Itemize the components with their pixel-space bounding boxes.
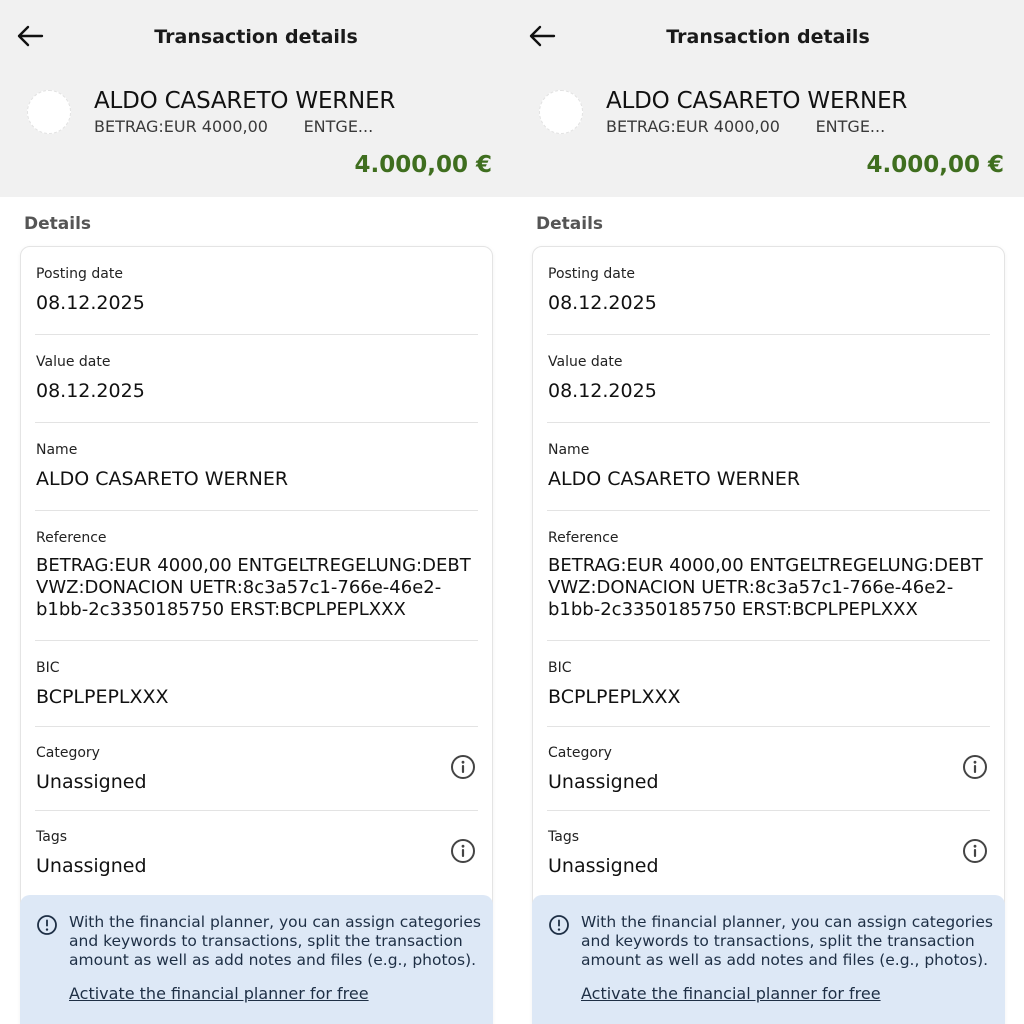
detail-row-reference: [547, 511, 990, 641]
name-value: ALDO CASARETO WERNER: [548, 468, 801, 490]
transaction-details-screen: [512, 0, 1024, 1024]
posting-date-value: 08.12.2025: [548, 292, 657, 314]
tags-value: Unassigned: [548, 855, 659, 877]
page-title: Transaction details: [154, 26, 358, 48]
transaction-header: [512, 0, 1024, 197]
info-icon: [962, 754, 988, 780]
posting-date-label: Posting date: [548, 266, 635, 282]
category-info-button[interactable]: [450, 754, 476, 780]
category-value: Unassigned: [36, 771, 147, 793]
tags-label: Tags: [548, 829, 579, 845]
detail-row-value-date: [547, 335, 990, 423]
tags-label: Tags: [36, 829, 67, 845]
bic-label: BIC: [548, 660, 572, 676]
detail-row-bic: [547, 641, 990, 727]
reference-line: b1bb-2c3350185750 ERST:BCPLPEPLXXX: [548, 599, 918, 620]
name-value: ALDO CASARETO WERNER: [36, 468, 289, 490]
page-title: Transaction details: [666, 26, 870, 48]
detail-row-bic: [35, 641, 478, 727]
detail-row-tags[interactable]: [35, 811, 478, 895]
reference-value: [36, 555, 471, 621]
detail-row-posting-date: [547, 247, 990, 335]
posting-date-label: Posting date: [36, 266, 123, 282]
reference-label: Reference: [36, 530, 107, 546]
category-label: Category: [36, 745, 100, 761]
info-icon: [450, 838, 476, 864]
info-icon: [450, 754, 476, 780]
financial-planner-banner: [532, 895, 1005, 1024]
posting-date-value: 08.12.2025: [36, 292, 145, 314]
tags-info-button[interactable]: [450, 838, 476, 864]
value-date-value: 08.12.2025: [36, 380, 145, 402]
reference-preview: BETRAG:EUR 4000,00 ENTGE...: [94, 117, 374, 136]
details-section-label: Details: [24, 214, 92, 234]
detail-row-name: [35, 423, 478, 511]
detail-row-name: [547, 423, 990, 511]
bic-value: BCPLPEPLXXX: [36, 686, 169, 708]
value-date-label: Value date: [548, 354, 623, 370]
counterparty-name: ALDO CASARETO WERNER: [94, 88, 396, 114]
alert-circle-icon: [36, 914, 58, 936]
category-info-button[interactable]: [962, 754, 988, 780]
detail-row-posting-date: [35, 247, 478, 335]
alert-circle-icon: [548, 914, 570, 936]
name-label: Name: [548, 442, 590, 458]
reference-line: BETRAG:EUR 4000,00 ENTGELTREGELUNG:DEBT: [36, 555, 471, 576]
tags-value: Unassigned: [36, 855, 147, 877]
reference-preview: BETRAG:EUR 4000,00 ENTGE...: [606, 117, 886, 136]
reference-line: b1bb-2c3350185750 ERST:BCPLPEPLXXX: [36, 599, 406, 620]
financial-planner-text: With the financial planner, you can assign categories and keywords to transactions, split the transaction amount as well as add notes and files (e.g., photos).: [69, 913, 481, 969]
detail-row-category[interactable]: [547, 727, 990, 811]
detail-row-reference: [35, 511, 478, 641]
activate-financial-planner-link[interactable]: Activate the financial planner for free: [69, 984, 369, 1003]
reference-line: VWZ:DONACION UETR:8c3a57c1-766e-46e2-: [548, 577, 954, 598]
info-icon: [962, 838, 988, 864]
name-label: Name: [36, 442, 78, 458]
detail-row-value-date: [35, 335, 478, 423]
bic-label: BIC: [36, 660, 60, 676]
transaction-amount: 4.000,00 €: [354, 152, 492, 178]
financial-planner-banner: [20, 895, 493, 1024]
value-date-label: Value date: [36, 354, 111, 370]
transaction-header: [0, 0, 512, 197]
category-value: Unassigned: [548, 771, 659, 793]
category-label: Category: [548, 745, 612, 761]
counterparty-avatar: [27, 90, 71, 134]
reference-value: [548, 555, 983, 621]
details-section-label: Details: [536, 214, 604, 234]
tags-info-button[interactable]: [962, 838, 988, 864]
reference-line: VWZ:DONACION UETR:8c3a57c1-766e-46e2-: [36, 577, 442, 598]
detail-row-tags[interactable]: [547, 811, 990, 895]
counterparty-name: ALDO CASARETO WERNER: [606, 88, 908, 114]
reference-line: BETRAG:EUR 4000,00 ENTGELTREGELUNG:DEBT: [548, 555, 983, 576]
activate-financial-planner-link[interactable]: Activate the financial planner for free: [581, 984, 881, 1003]
transaction-amount: 4.000,00 €: [866, 152, 1004, 178]
detail-row-category[interactable]: [35, 727, 478, 811]
value-date-value: 08.12.2025: [548, 380, 657, 402]
financial-planner-text: With the financial planner, you can assign categories and keywords to transactions, split the transaction amount as well as add notes and files (e.g., photos).: [581, 913, 993, 969]
bic-value: BCPLPEPLXXX: [548, 686, 681, 708]
reference-label: Reference: [548, 530, 619, 546]
counterparty-avatar: [539, 90, 583, 134]
